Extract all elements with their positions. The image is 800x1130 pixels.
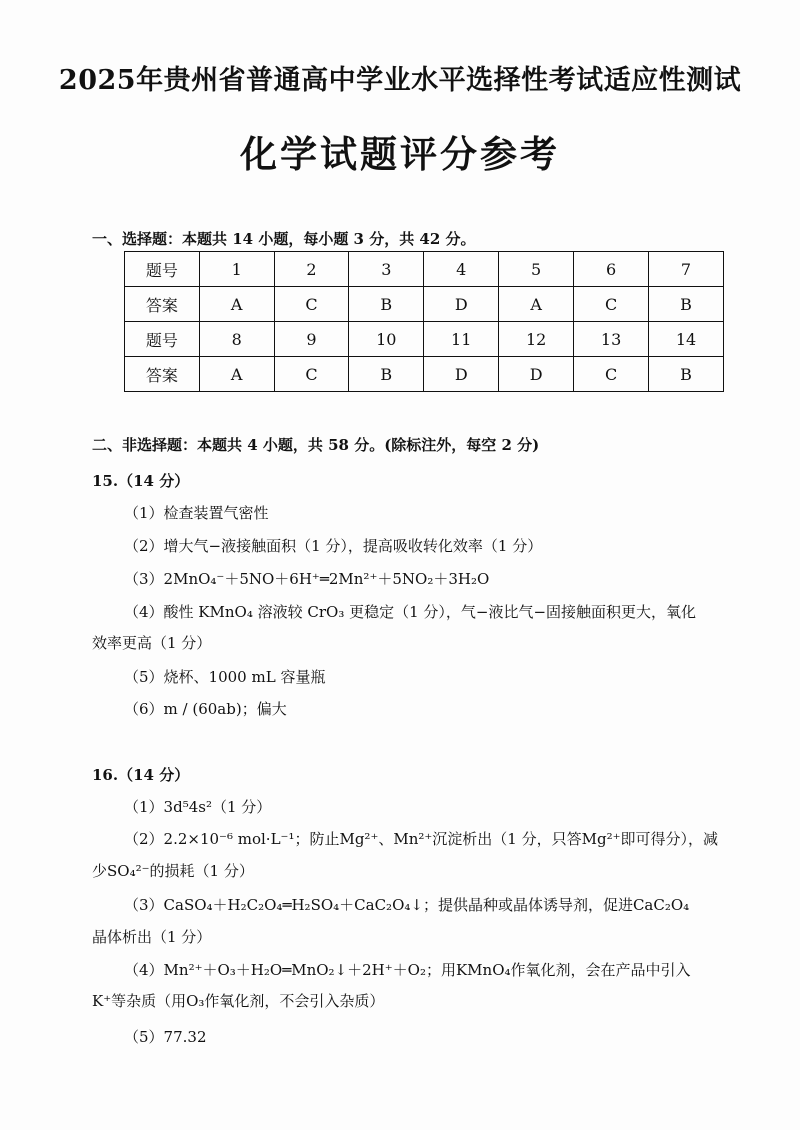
q15-answer-2: （2）增大气−液接触面积（1 分），提高吸收转化效率（1 分） xyxy=(124,537,543,555)
answer-cell: C xyxy=(574,357,649,392)
q15-answer-4-cont: 效率更高（1 分） xyxy=(92,634,212,652)
q15-answer-3: （3）2MnO₄⁻＋5NO＋6H⁺═2Mn²⁺＋5NO₂＋3H₂O xyxy=(124,570,490,588)
row-label: 答案 xyxy=(125,357,200,392)
answer-cell: C xyxy=(274,287,349,322)
answer-cell: C xyxy=(274,357,349,392)
question-number: 3 xyxy=(349,252,424,287)
question-number: 6 xyxy=(574,252,649,287)
q15-answer-5: （5）烧杯、1000 mL 容量瓶 xyxy=(124,668,326,686)
q16-answer-5: （5）77.32 xyxy=(124,1028,207,1046)
q16-answer-2-cont: 少SO₄²⁻的损耗（1 分） xyxy=(92,862,254,880)
exam-title: 2025年贵州省普通高中学业水平选择性考试适应性测试 xyxy=(58,65,742,96)
question-15-title: 15.（14 分） xyxy=(92,472,190,490)
q16-answer-4: （4）Mn²⁺＋O₃＋H₂O═MnO₂↓＋2H⁺＋O₂；用KMnO₄作氧化剂，会在产品中引入 xyxy=(124,961,691,979)
question-number: 7 xyxy=(649,252,724,287)
answer-cell: D xyxy=(424,287,499,322)
question-number: 5 xyxy=(499,252,574,287)
question-number: 9 xyxy=(274,322,349,357)
q16-answer-2: （2）2.2×10⁻⁶ mol·L⁻¹；防止Mg²⁺、Mn²⁺沉淀析出（1 分，只答Mg²⁺即可得分），减 xyxy=(124,830,719,848)
question-number: 4 xyxy=(424,252,499,287)
answer-cell: A xyxy=(499,287,574,322)
row-label: 题号 xyxy=(125,322,200,357)
row-label: 答案 xyxy=(125,287,200,322)
table-row xyxy=(125,357,724,392)
answer-cell: C xyxy=(574,287,649,322)
question-number: 1 xyxy=(199,252,274,287)
question-number: 13 xyxy=(574,322,649,357)
question-number: 14 xyxy=(649,322,724,357)
table-row xyxy=(125,287,724,322)
q16-answer-4-cont: K⁺等杂质（用O₃作氧化剂，不会引入杂质） xyxy=(92,992,385,1010)
answer-cell: A xyxy=(199,287,274,322)
answer-cell: B xyxy=(649,287,724,322)
table-row xyxy=(125,322,724,357)
question-16-title: 16.（14 分） xyxy=(92,766,190,784)
answer-cell: B xyxy=(349,287,424,322)
q15-answer-4: （4）酸性 KMnO₄ 溶液较 CrO₃ 更稳定（1 分），气−液比气−固接触面积更大，氧化 xyxy=(124,603,697,621)
section-1-heading: 一、选择题：本题共 14 小题，每小题 3 分，共 42 分。 xyxy=(92,230,476,248)
q15-answer-1: （1）检查装置气密性 xyxy=(124,504,269,522)
answer-cell: B xyxy=(349,357,424,392)
question-number: 12 xyxy=(499,322,574,357)
q15-answer-6: （6）m / (60ab)；偏大 xyxy=(124,700,287,718)
question-number: 10 xyxy=(349,322,424,357)
row-label: 题号 xyxy=(125,252,200,287)
question-number: 2 xyxy=(274,252,349,287)
q16-answer-3: （3）CaSO₄＋H₂C₂O₄═H₂SO₄＋CaC₂O₄↓；提供晶种或晶体诱导剂，促进CaC₂O₄ xyxy=(124,896,690,914)
question-number: 11 xyxy=(424,322,499,357)
q16-answer-3-cont: 晶体析出（1 分） xyxy=(92,928,212,946)
answer-cell: D xyxy=(424,357,499,392)
answer-table xyxy=(124,251,724,392)
answer-cell: D xyxy=(499,357,574,392)
table-row xyxy=(125,252,724,287)
answer-cell: B xyxy=(649,357,724,392)
answer-cell: A xyxy=(199,357,274,392)
question-number: 8 xyxy=(199,322,274,357)
q16-answer-1: （1）3d⁵4s²（1 分） xyxy=(124,798,272,816)
section-2-heading: 二、非选择题：本题共 4 小题，共 58 分。(除标注外，每空 2 分) xyxy=(92,436,540,454)
document-title: 化学试题评分参考 xyxy=(240,132,560,176)
